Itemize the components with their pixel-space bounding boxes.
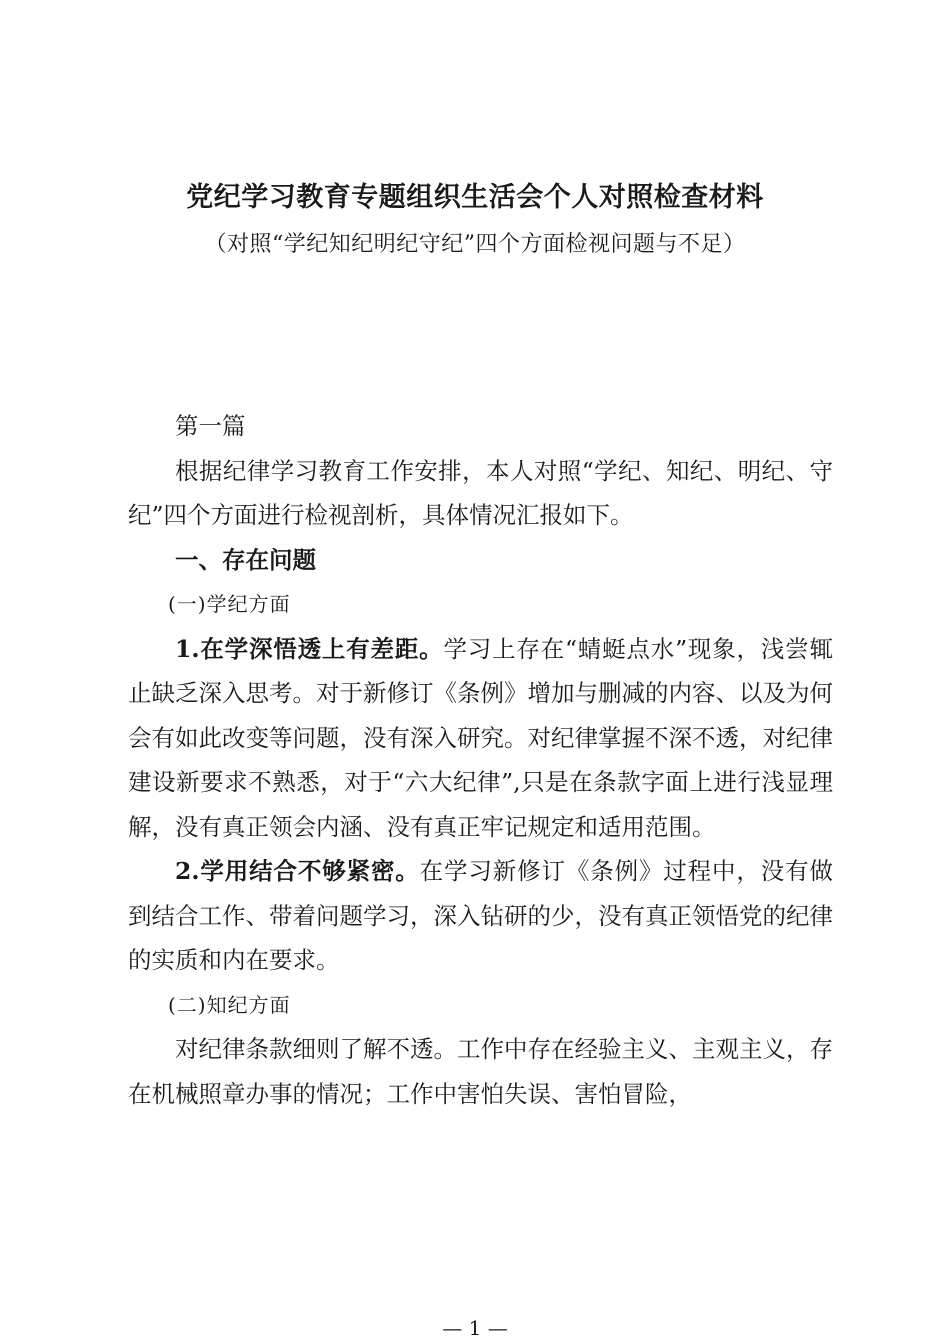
document-body: [128, 404, 833, 1116]
document-subtitle: （对照“学纪知纪明纪守纪”四个方面检视问题与不足）: [204, 232, 746, 257]
document-title: 党纪学习教育专题组织生活会个人对照检查材料: [186, 182, 764, 213]
item-2-paragraph: [128, 849, 833, 983]
item-2-lead: 2.学用结合不够紧密。: [175, 857, 420, 885]
chapter-label: 第一篇: [175, 412, 246, 440]
page-number: — 1 —: [442, 1316, 508, 1340]
section-heading-problems: 一、存在问题: [175, 545, 316, 574]
item-1-lead: 1.在学深悟透上有差距。: [175, 634, 444, 663]
item-2-text: 在学习新修订《条例》过程中，没有做到结合工作、带着问题学习，深入钻研的少，没有真正领悟党的纪律的实质和内在要求。: [128, 857, 833, 974]
intro-paragraph: 根据纪律学习教育工作安排，本人对照“学纪、知纪、明纪、守纪”四个方面进行检视剖析，具体情况汇报如下。: [128, 456, 833, 529]
subsection-heading-study: (一)学纪方面: [168, 592, 291, 616]
know-paragraph: 对纪律条款细则了解不透。工作中存在经验主义、主观主义，存在机械照章办事的情况；工作中害怕失误、害怕冒险，: [128, 1035, 833, 1108]
subsection-heading-know: (二)知纪方面: [168, 992, 291, 1017]
item-1-paragraph: [128, 627, 833, 850]
item-1-text: 学习上存在“蜻蜓点水”现象，浅尝辄止缺乏深入思考。对于新修订《条例》增加与删减的内容、以及为何会有如此改变等问题，没有深入研究。对纪律掌握不深不透，对纪律建设新要求不熟悉，对于“六大纪律”,只是在条款字面上进行浅显理解，没有真正领会内涵、没有真正牢记规定和适用范围。: [128, 634, 833, 841]
